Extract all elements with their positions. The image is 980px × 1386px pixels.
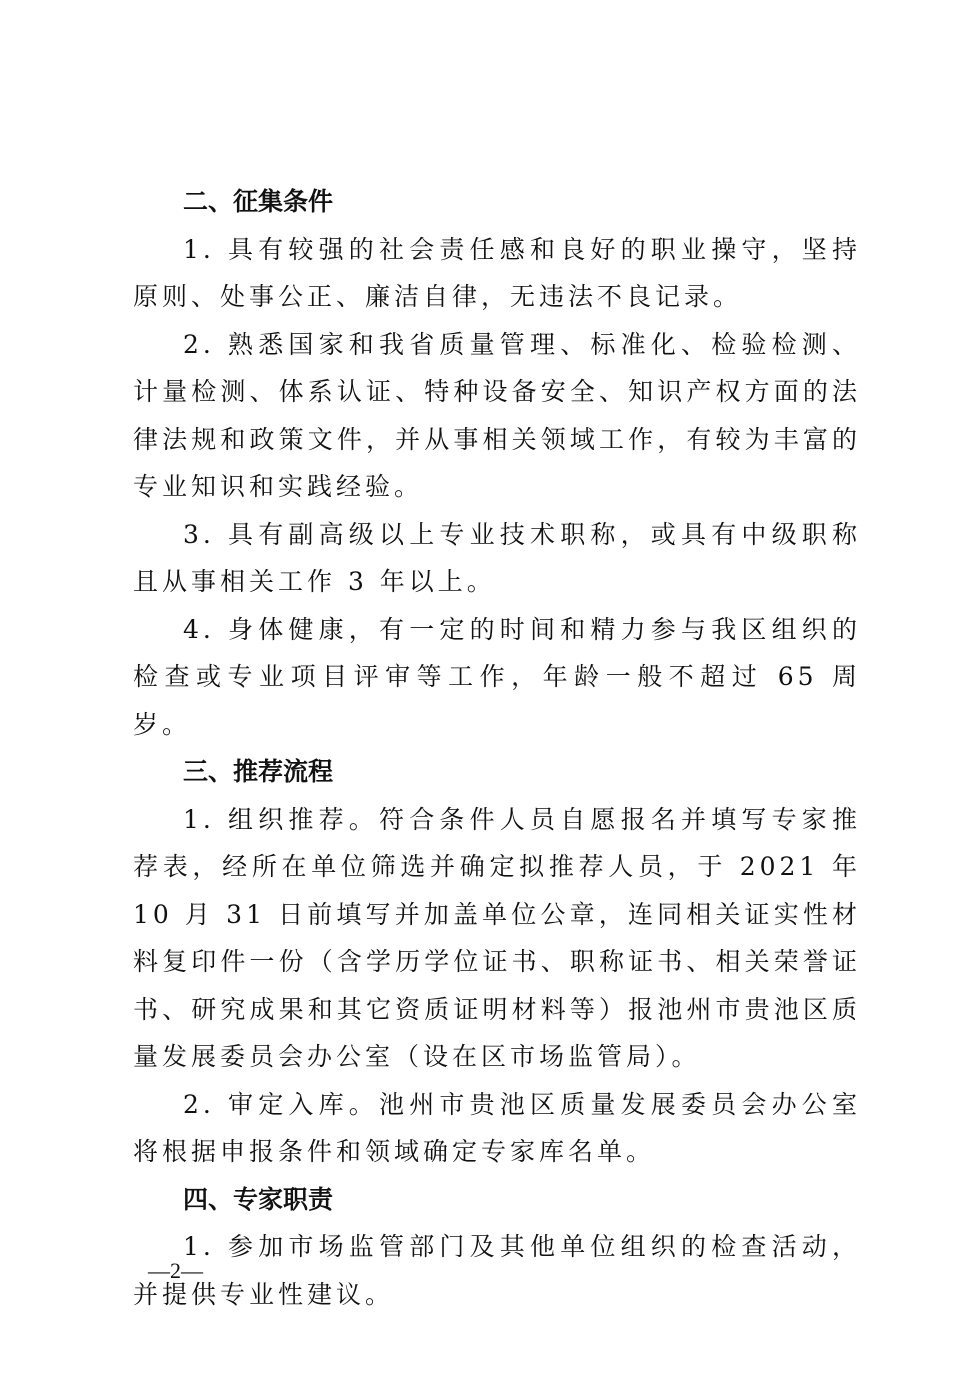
paragraph: 2. 审定入库。池州市贵池区质量发展委员会办公室将根据申报条件和领域确定专家库名单。 <box>133 1089 861 1166</box>
section-recommendation-process <box>133 748 861 1176</box>
document-body <box>133 178 861 1318</box>
page-number: —2— <box>148 1258 203 1283</box>
paragraph: 4. 身体健康，有一定的时间和精力参与我区组织的检查或专业项目评审等工作，年龄一般不超过 65 周岁。 <box>133 614 861 739</box>
section-expert-duties <box>133 1176 861 1319</box>
paragraph: 1. 具有较强的社会责任感和良好的职业操守，坚持原则、处事公正、廉洁自律，无违法不良记录。 <box>133 234 861 311</box>
section-heading: 二、征集条件 <box>183 187 334 216</box>
section-collection-conditions <box>133 178 861 748</box>
paragraph: 1. 组织推荐。符合条件人员自愿报名并填写专家推荐表，经所在单位筛选并确定拟推荐人员，于 2021 年 10 月 31 日前填写并加盖单位公章，连同相关证实性材料复印件一份（含学历学位证书、职称证书、相关荣誉证书、研究成果和其它资质证明材料等）报池州市贵池区质量发展委员会办公室（设在区市场监管局）。 <box>133 804 861 1071</box>
section-heading: 四、专家职责 <box>183 1184 334 1214</box>
section-heading: 三、推荐流程 <box>183 757 334 786</box>
paragraph: 2. 熟悉国家和我省质量管理、标准化、检验检测、计量检测、体系认证、特种设备安全、知识产权方面的法律法规和政策文件，并从事相关领域工作，有较为丰富的专业知识和实践经验。 <box>133 329 861 501</box>
paragraph: 1. 参加市场监管部门及其他单位组织的检查活动，并提供专业性建议。 <box>133 1232 861 1309</box>
paragraph: 3. 具有副高级以上专业技术职称，或具有中级职称且从事相关工作 3 年以上。 <box>133 519 861 596</box>
